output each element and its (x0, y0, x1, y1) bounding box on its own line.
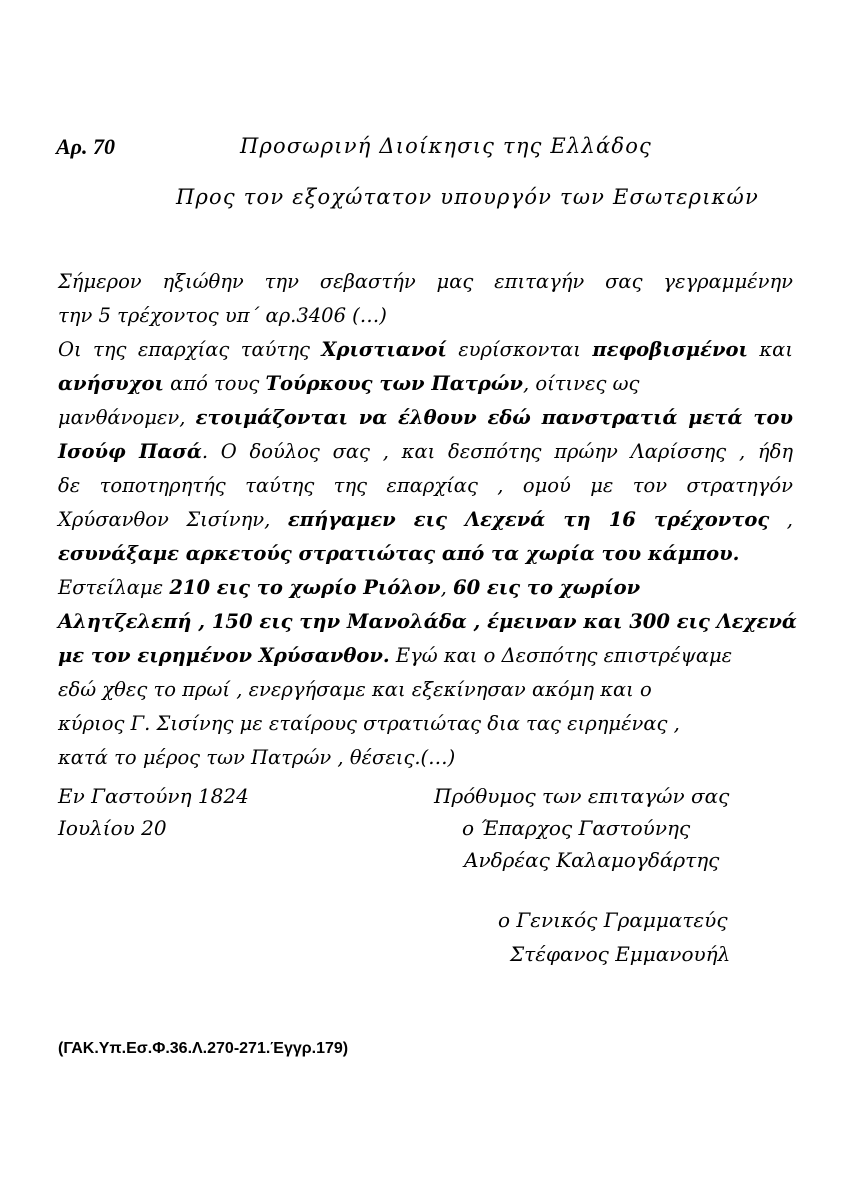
archive-reference: (ΓΑΚ.Υπ.Εσ.Φ.36.Λ.270-271.Έγγρ.179) (58, 1040, 349, 1057)
body-line: ανήσυχοι από τους Τούρκους των Πατρών, οίτινες ως (58, 372, 640, 395)
body-line: Αλητζελεπή , 150 εις την Μανολάδα , έμειναν και 300 εις Λεχενά (58, 610, 797, 633)
emphasis: ανήσυχοι (58, 372, 164, 395)
emphasis: ετοιμάζονται να έλθουν εδώ πανστρατιά μετά του (195, 406, 793, 429)
addressee: Προς τον εξοχώτατον υπουργόν των Εσωτερικών (176, 185, 759, 209)
emphasis: πεφοβισμένοι (592, 338, 748, 361)
emphasis: με τον ειρημένον Χρύσανθον. (58, 644, 390, 667)
emphasis: 210 εις το χωρίο Ριόλον (169, 576, 441, 599)
body-line: κύριος Γ. Σισίνης με εταίρους στρατιώτας δια τας ειρημένας , (58, 712, 680, 735)
body-line: Εστείλαμε 210 εις το χωρίο Ριόλον, 60 εις το χωρίον (58, 576, 641, 599)
letter-body (58, 265, 797, 775)
emphasis: επήγαμεν εις Λεχενά τη 16 τρέχοντος (287, 508, 770, 531)
body-line: την 5 τρέχοντος υπ΄ αρ.3406 (…) (58, 304, 387, 327)
emphasis: Ισούφ Πασά (58, 440, 202, 463)
body-line: Χρύσανθον Σισίνην, επήγαμεν εις Λεχενά τη 16 τρέχοντος , (58, 508, 793, 531)
date: Ιουλίου 20 (58, 816, 167, 840)
place: Εν Γαστούνη 1824 (58, 784, 249, 808)
emphasis: Τούρκους των Πατρών (265, 372, 523, 395)
body-line: Οι της επαρχίας ταύτης Χριστιανοί ευρίσκονται πεφοβισμένοι και (58, 338, 793, 361)
signature-block (434, 780, 729, 876)
body-line: μανθάνομεν, ετοιμάζονται να έλθουν εδώ πανστρατιά μετά του (58, 406, 793, 429)
eparch-title: ο Έπαρχος Γαστούνης (462, 816, 691, 840)
place-and-date (58, 780, 249, 844)
body-line: εσυνάξαμε αρκετούς στρατιώτας από τα χωρία του κάμπου. (58, 542, 740, 565)
body-line: Σήμερον ηξιώθην την σεβαστήν μας επιταγήν σας γεγραμμένην (58, 270, 793, 293)
secretary-title: ο Γενικός Γραμματεύς (498, 908, 728, 932)
body-line: Ισούφ Πασά. Ο δούλος σας , και δεσπότης πρώην Λαρίσσης , ήδη (58, 440, 794, 463)
body-line: με τον ειρημένον Χρύσανθον. Εγώ και ο Δεσπότης επιστρέψαμε (58, 644, 733, 667)
body-line: δε τοποτηρητής ταύτης της επαρχίας , ομού με τον στρατηγόν (58, 474, 793, 497)
eparch-name: Ανδρέας Καλαμογδάρτης (464, 848, 720, 872)
emphasis: Χριστιανοί (321, 338, 447, 361)
secretary-name: Στέφανος Εμμανουήλ (510, 942, 731, 966)
government-title: Προσωρινή Διοίκησις της Ελλάδος (240, 134, 653, 158)
emphasis: 60 εις το χωρίον (453, 576, 641, 599)
body-line: εδώ χθες το πρωί , ενεργήσαμε και εξεκίνησαν ακόμη και ο (58, 678, 652, 701)
document-number: Αρ. 70 (56, 134, 116, 159)
closing-phrase: Πρόθυμος των επιταγών σας (434, 784, 730, 808)
secretary-signature (498, 903, 730, 971)
body-line: κατά το μέρος των Πατρών , θέσεις.(…) (58, 746, 456, 769)
